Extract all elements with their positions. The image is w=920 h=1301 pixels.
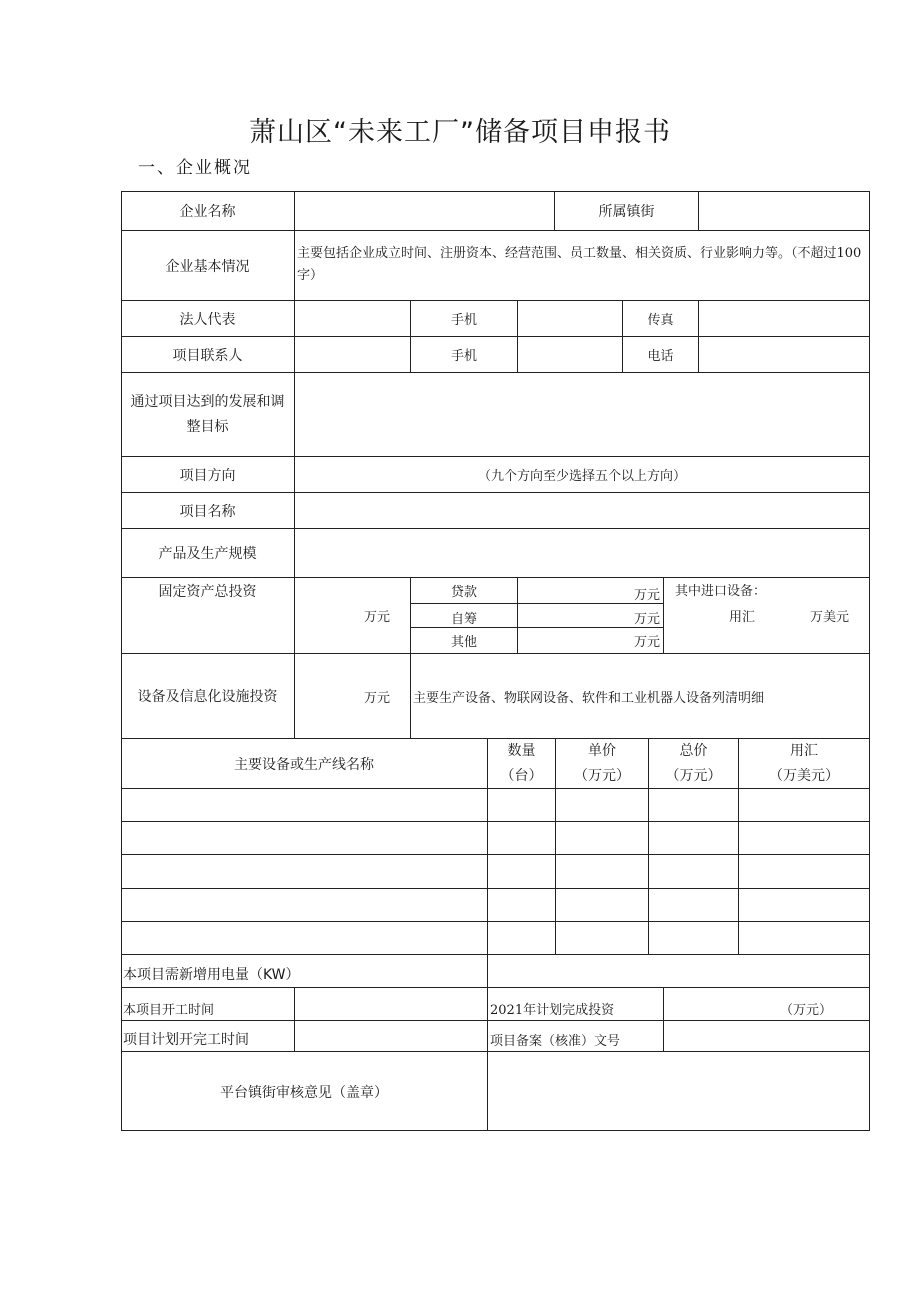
equip-row-2-name[interactable] (121, 822, 488, 855)
field-loan[interactable]: 万元 (518, 578, 664, 604)
equip-row-1-total[interactable] (649, 789, 739, 822)
label-fax: 传真 (623, 301, 699, 337)
equip-row-4-forex[interactable] (739, 889, 870, 922)
field-equip-hint[interactable]: 主要生产设备、物联网设备、软件和工业机器人设备列清明细 (411, 654, 870, 739)
label-legal-mobile: 手机 (411, 301, 518, 337)
label-company-name: 企业名称 (121, 191, 295, 231)
equip-row-4-total[interactable] (649, 889, 739, 922)
label-start-time: 本项目开工时间 (121, 988, 295, 1021)
field-project-name[interactable] (295, 493, 870, 529)
label-goal-line2: 整目标 (186, 419, 229, 435)
field-legal-mobile[interactable] (518, 301, 623, 337)
label-review: 平台镇街审核意见（盖章） (121, 1052, 488, 1131)
col-unit-price-label: 单价 (588, 743, 616, 759)
col-forex-unit: （万美元） (769, 768, 839, 784)
field-other[interactable]: 万元 (518, 628, 664, 654)
col-unit-price (556, 739, 649, 789)
field-legal-rep[interactable] (295, 301, 411, 337)
field-review[interactable] (488, 1052, 870, 1131)
equip-row-1-unit-price[interactable] (556, 789, 649, 822)
label-town: 所属镇街 (555, 191, 699, 231)
field-town[interactable] (699, 191, 870, 231)
field-contact[interactable] (295, 337, 411, 373)
equip-row-3-forex[interactable] (739, 855, 870, 889)
field-plan-2021[interactable]: （万元） (664, 988, 870, 1021)
label-plan-time: 项目计划开完工时间 (121, 1021, 295, 1052)
label-loan: 贷款 (411, 578, 518, 604)
field-self-raised[interactable]: 万元 (518, 604, 664, 628)
field-direction[interactable]: （九个方向至少选择五个以上方向） (295, 457, 870, 493)
col-unit-price-unit: （万元） (574, 768, 630, 784)
equip-row-5-total[interactable] (649, 922, 739, 955)
field-goal[interactable] (295, 373, 870, 457)
col-forex (739, 739, 870, 789)
field-phone[interactable] (699, 337, 870, 373)
equip-row-2-total[interactable] (649, 822, 739, 855)
label-goal-line1: 通过项目达到的发展和调 (130, 394, 285, 410)
section-heading: 一、企业概况 (138, 158, 252, 178)
label-direction: 项目方向 (121, 457, 295, 493)
field-company-basic[interactable]: 主要包括企业成立时间、注册资本、经营范围、员工数量、相关资质、行业影响力等。（不超过100字） (295, 231, 870, 301)
form-title: 萧山区“未来工厂”储备项目申报书 (249, 117, 671, 148)
field-contact-mobile[interactable] (518, 337, 623, 373)
label-fixed-invest: 固定资产总投资 (121, 578, 295, 654)
equip-row-4-unit-price[interactable] (556, 889, 649, 922)
equip-row-1-forex[interactable] (739, 789, 870, 822)
equip-row-2-qty[interactable] (488, 822, 556, 855)
col-total-price (649, 739, 739, 789)
equip-row-3-qty[interactable] (488, 855, 556, 889)
field-fax[interactable] (699, 301, 870, 337)
col-qty-label: 数量 (507, 743, 536, 759)
col-qty-unit: （台） (500, 768, 543, 784)
equip-row-3-unit-price[interactable] (556, 855, 649, 889)
col-total-price-unit: （万元） (665, 768, 722, 784)
equip-row-1-qty[interactable] (488, 789, 556, 822)
equip-row-2-unit-price[interactable] (556, 822, 649, 855)
label-legal-rep: 法人代表 (121, 301, 295, 337)
equip-row-5-qty[interactable] (488, 922, 556, 955)
label-contact-mobile: 手机 (411, 337, 518, 373)
label-company-basic: 企业基本情况 (121, 231, 295, 301)
field-fixed-invest[interactable]: 万元 (295, 578, 411, 654)
equip-row-5-unit-price[interactable] (556, 922, 649, 955)
field-product-scale[interactable] (295, 529, 870, 578)
col-qty (488, 739, 556, 789)
col-forex-label: 用汇 (790, 743, 818, 759)
field-record-no[interactable] (664, 1021, 870, 1052)
label-import-forex: 用汇 (729, 610, 756, 625)
equip-row-3-name[interactable] (121, 855, 488, 889)
field-equip-invest[interactable]: 万元 (295, 654, 411, 739)
label-record-no: 项目备案（核准）文号 (488, 1021, 664, 1052)
field-power[interactable] (488, 955, 870, 988)
label-power: 本项目需新增用电量（KW） (121, 955, 488, 988)
equip-row-3-total[interactable] (649, 855, 739, 889)
label-contact: 项目联系人 (121, 337, 295, 373)
col-main-equip: 主要设备或生产线名称 (121, 739, 488, 789)
label-equip-invest: 设备及信息化设施投资 (121, 654, 295, 739)
label-plan-2021: 2021年计划完成投资 (488, 988, 664, 1021)
label-import-equip: 其中进口设备： (675, 584, 767, 599)
label-goal (121, 373, 295, 457)
label-product-scale: 产品及生产规模 (121, 529, 295, 578)
label-project-name: 项目名称 (121, 493, 295, 529)
col-total-price-label: 总价 (679, 743, 708, 759)
field-company-name[interactable] (295, 191, 555, 231)
field-plan-time[interactable] (295, 1021, 488, 1052)
equip-row-4-qty[interactable] (488, 889, 556, 922)
equip-row-4-name[interactable] (121, 889, 488, 922)
equip-row-2-forex[interactable] (739, 822, 870, 855)
field-start-time[interactable] (295, 988, 488, 1021)
label-import-wan-usd: 万美元 (810, 610, 850, 625)
label-phone: 电话 (623, 337, 699, 373)
label-self-raised: 自筹 (411, 604, 518, 628)
equip-row-1-name[interactable] (121, 789, 488, 822)
equip-row-5-name[interactable] (121, 922, 488, 955)
equip-row-5-forex[interactable] (739, 922, 870, 955)
label-other: 其他 (411, 628, 518, 654)
